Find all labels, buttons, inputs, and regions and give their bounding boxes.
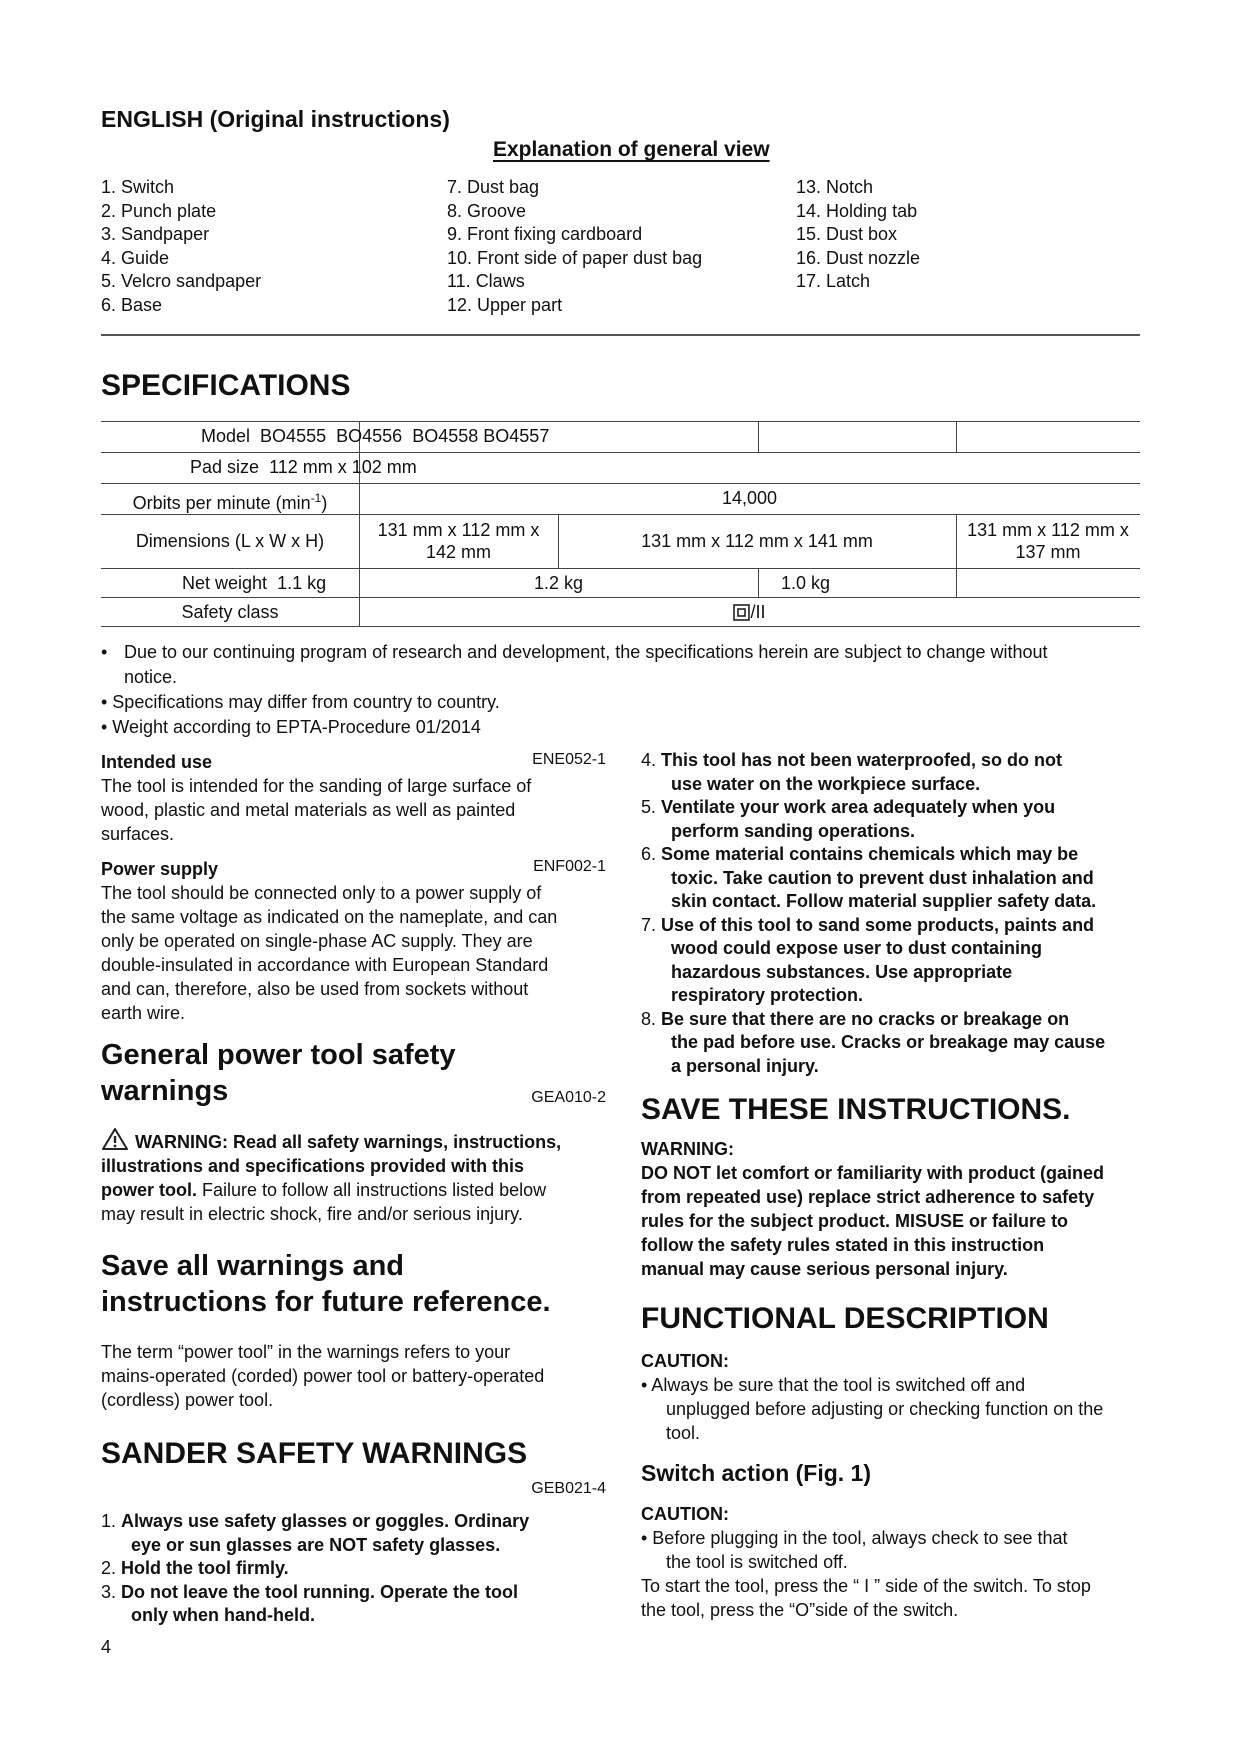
list-item <box>641 749 1141 796</box>
list-item <box>641 843 1141 914</box>
body-line: • Before plugging in the tool, always check to see that <box>641 1528 1068 1548</box>
body-line: • Always be sure that the tool is switched off and <box>641 1375 1026 1395</box>
part-item: 13. Notch <box>796 177 874 197</box>
part-item: 15. Dust box <box>796 224 898 245</box>
list-number: 2. <box>101 1558 122 1578</box>
list-text: respiratory protection. <box>671 985 864 1005</box>
sander-safety-code: GEB021-4 <box>531 1480 606 1497</box>
warning-triangle-icon <box>101 1127 129 1151</box>
warning-line: may result in electric shock, fire and/or serious injury. <box>101 1204 523 1224</box>
safety-class-label: Safety class <box>181 602 279 622</box>
list-text: Use of this tool to sand some products, paints and <box>661 914 1095 935</box>
sander-safety-section <box>101 1436 606 1497</box>
list-number: 8. <box>641 1008 662 1029</box>
functional-description-title <box>641 1301 1141 1337</box>
pad-size-row <box>190 456 417 478</box>
table-rule <box>101 568 1140 569</box>
part-item: 10. Front side of paper dust bag <box>447 247 703 268</box>
general-view-title: Explanation of general view <box>493 138 770 161</box>
model-value: BO4557 <box>483 426 550 446</box>
warning-line <box>101 1127 606 1154</box>
part-item: 2. Punch plate <box>101 200 217 221</box>
list-item <box>101 1557 606 1581</box>
dimensions-value-a <box>359 519 558 563</box>
caution-block-2 <box>641 1502 1141 1622</box>
heading-line: warnings <box>101 1075 229 1107</box>
sander-safety-list <box>101 1510 606 1628</box>
list-text: the pad before use. Cracks or breakage may cause <box>671 1032 1106 1052</box>
net-weight-value: 1.0 kg <box>781 573 831 593</box>
dimensions-value-c <box>956 519 1140 563</box>
general-safety-section <box>101 1037 606 1109</box>
list-text: Be sure that there are no cracks or breakage on <box>661 1008 1070 1029</box>
language-header: ENGLISH (Original instructions) <box>101 106 450 132</box>
opm-value: 14,000 <box>721 488 778 508</box>
heading: SAVE THESE INSTRUCTIONS. <box>641 1093 1071 1126</box>
list-number: 6. <box>641 844 662 864</box>
list-text: This tool has not been waterproofed, so do not <box>661 750 1063 770</box>
spec-note: notice. <box>124 667 178 687</box>
save-instructions-title <box>641 1092 1141 1128</box>
intended-use-code: ENE052-1 <box>532 751 606 768</box>
list-text: eye or sun glasses are NOT safety glasses. <box>131 1534 501 1555</box>
body-line: the same voltage as indicated on the nameplate, and can <box>101 907 558 927</box>
heading-line: instructions for future reference. <box>101 1286 551 1318</box>
list-text: wood could expose user to dust containing <box>671 938 1043 958</box>
opm-unit-exponent: -1 <box>310 491 322 505</box>
general-safety-title <box>101 1037 606 1109</box>
list-text: only when hand-held. <box>131 1605 315 1625</box>
part-item: 9. Front fixing cardboard <box>447 224 643 245</box>
safety-class-value <box>359 601 1140 623</box>
table-rule <box>101 483 1140 484</box>
table-rule <box>101 597 1140 598</box>
intended-use-title: Intended use <box>101 752 213 772</box>
body-line: double-insulated in accordance with European Standard <box>101 955 549 975</box>
table-column-line <box>758 421 759 452</box>
model-value: BO4558 <box>412 426 479 446</box>
list-text: hazardous substances. Use appropriate <box>671 961 1013 982</box>
part-item: 14. Holding tab <box>796 200 918 221</box>
spec-note: Due to our continuing program of research and development, the specifications herein are subject to change without <box>124 642 1048 662</box>
table-column-line <box>956 568 957 597</box>
safety-class-text: /II <box>750 602 766 622</box>
warning-line: from repeated use) replace strict adherence to safety <box>641 1187 1095 1207</box>
body-line: the tool, press the “O”side of the switch. <box>641 1600 959 1620</box>
warning-line: follow the safety rules stated in this instruction <box>641 1235 1045 1255</box>
list-text: Do not leave the tool running. Operate the tool <box>121 1581 519 1602</box>
list-item <box>641 914 1141 1008</box>
body-line: The term “power tool” in the warnings refers to your <box>101 1342 511 1362</box>
part-item: 17. Latch <box>796 271 871 292</box>
body-line: the tool is switched off. <box>666 1552 848 1572</box>
body-line: surfaces. <box>101 824 175 844</box>
warning-line: illustrations and specifications provided with this <box>101 1156 525 1176</box>
body-line: only be operated on single-phase AC supply. They are <box>101 931 533 951</box>
body-line: earth wire. <box>101 1003 186 1023</box>
table-column-line <box>758 568 759 597</box>
table-rule <box>101 421 1140 422</box>
parts-list-column-3 <box>796 176 920 294</box>
table-rule <box>101 514 1140 515</box>
pad-size-value: 112 mm x 102 mm <box>269 457 417 477</box>
body-line: The tool is intended for the sanding of large surface of <box>101 776 532 796</box>
part-item: 8. Groove <box>447 200 527 221</box>
part-item: 3. Sandpaper <box>101 224 210 245</box>
part-item: 7. Dust bag <box>447 177 540 197</box>
body-line: unplugged before adjusting or checking function on the <box>666 1399 1104 1419</box>
general-safety-code: GEA010-2 <box>531 1089 606 1106</box>
power-supply-code: ENF002-1 <box>533 858 606 875</box>
note-bullet: • <box>101 642 108 662</box>
warning-line: manual may cause serious personal injury. <box>641 1259 1008 1279</box>
model-value: BO4555 <box>260 426 327 446</box>
dimensions-line: 142 mm <box>425 542 492 562</box>
parts-list-column-2 <box>447 176 702 318</box>
list-item <box>101 1581 606 1628</box>
list-text: use water on the workpiece surface. <box>671 773 981 794</box>
warning-line: rules for the subject product. MISUSE or failure to <box>641 1211 1069 1231</box>
switch-action-title <box>641 1460 1141 1487</box>
table-rule <box>101 626 1140 627</box>
warning-text: WARNING: Read all safety warnings, instructions, <box>135 1132 562 1152</box>
list-number: 3. <box>101 1581 122 1602</box>
section-divider <box>101 334 1140 336</box>
dimensions-label: Dimensions (L x W x H) <box>135 531 325 551</box>
body-line: The tool should be connected only to a power supply of <box>101 883 542 903</box>
opm-label-text: Orbits per minute (min <box>132 493 311 513</box>
part-item: 11. Claws <box>447 271 525 292</box>
part-item: 4. Guide <box>101 247 170 268</box>
list-text: a personal injury. <box>671 1055 819 1076</box>
list-text: Hold the tool firmly. <box>121 1558 289 1578</box>
body-line: To start the tool, press the “ I ” side of the switch. To stop <box>641 1576 1091 1596</box>
warning-label: WARNING: <box>641 1139 734 1159</box>
sander-safety-list-continued <box>641 749 1141 1078</box>
part-item: 16. Dust nozzle <box>796 247 921 268</box>
heading-line: General power tool safety <box>101 1039 456 1071</box>
intended-use-section <box>101 750 606 846</box>
list-number: 7. <box>641 914 662 935</box>
specifications-table <box>101 421 1140 626</box>
heading: FUNCTIONAL DESCRIPTION <box>641 1302 1049 1335</box>
body-line: and can, therefore, also be used from sockets without <box>101 979 529 999</box>
body-line: mains-operated (corded) power tool or battery-operated <box>101 1366 545 1386</box>
net-weight-value: 1.2 kg <box>533 573 584 593</box>
model-row <box>201 425 549 447</box>
list-text: Always use safety glasses or goggles. Ordinary <box>121 1511 530 1531</box>
caution-block-1 <box>641 1349 1141 1445</box>
list-text: Ventilate your work area adequately when you <box>661 797 1056 817</box>
list-item <box>641 796 1141 843</box>
dimensions-line: 131 mm x 112 mm x <box>967 520 1129 540</box>
heading-line: Save all warnings and <box>101 1250 404 1282</box>
specifications-title: SPECIFICATIONS <box>101 369 351 402</box>
list-text: toxic. Take caution to prevent dust inhalation and <box>671 867 1094 888</box>
product-warning-block <box>641 1137 1141 1281</box>
part-item: 6. Base <box>101 294 163 315</box>
net-weight-value: 1.1 kg <box>277 573 327 593</box>
spec-note: • Weight according to EPTA-Procedure 01/2014 <box>101 717 481 737</box>
opm-label-close: ) <box>321 493 328 513</box>
part-item: 1. Switch <box>101 177 175 197</box>
term-definition <box>101 1340 606 1412</box>
power-supply-section <box>101 857 606 1025</box>
general-warning-block <box>101 1127 606 1226</box>
table-rule <box>101 452 1140 453</box>
warning-line: DO NOT let comfort or familiarity with product (gained <box>641 1163 1105 1183</box>
model-value: BO4556 <box>336 426 403 446</box>
pad-size-label: Pad size <box>190 457 260 477</box>
list-item <box>101 1510 606 1557</box>
list-number: 1. <box>101 1511 122 1531</box>
double-insulation-icon <box>733 604 750 621</box>
subheading: Switch action (Fig. 1) <box>641 1460 872 1486</box>
list-text: Some material contains chemicals which may be <box>661 844 1079 864</box>
page-number: 4 <box>101 1637 112 1657</box>
warning-line <box>101 1178 606 1202</box>
caution-label: CAUTION: <box>641 1351 729 1371</box>
list-number: 4. <box>641 750 662 770</box>
list-text: skin contact. Follow material supplier safety data. <box>671 891 1097 911</box>
warning-text: Failure to follow all instructions listed below <box>197 1180 547 1200</box>
dimensions-line: 137 mm <box>1015 542 1081 562</box>
net-weight-label: Net weight <box>182 573 268 593</box>
part-item: 12. Upper part <box>447 294 563 315</box>
power-supply-title: Power supply <box>101 859 219 879</box>
table-column-line <box>956 421 957 452</box>
dimensions-line: 131 mm x 112 mm x <box>377 520 540 540</box>
body-line: tool. <box>666 1423 701 1443</box>
list-number: 5. <box>641 797 662 817</box>
parts-list-column-1 <box>101 176 261 318</box>
spec-note: • Specifications may differ from country to country. <box>101 692 500 712</box>
net-weight-row <box>182 572 326 594</box>
list-item <box>641 1008 1141 1079</box>
body-line: (cordless) power tool. <box>101 1390 274 1410</box>
save-all-heading <box>101 1248 606 1320</box>
warning-text: power tool. <box>101 1180 197 1200</box>
dimensions-value-b: 131 mm x 112 mm x 141 mm <box>641 531 873 551</box>
body-line: wood, plastic and metal materials as well as painted <box>101 800 516 820</box>
part-item: 5. Velcro sandpaper <box>101 271 262 292</box>
opm-label <box>101 487 359 514</box>
model-label: Model <box>201 426 251 446</box>
caution-label: CAUTION: <box>641 1504 729 1524</box>
list-text: perform sanding operations. <box>671 820 916 841</box>
sander-safety-title: SANDER SAFETY WARNINGS <box>101 1437 528 1470</box>
